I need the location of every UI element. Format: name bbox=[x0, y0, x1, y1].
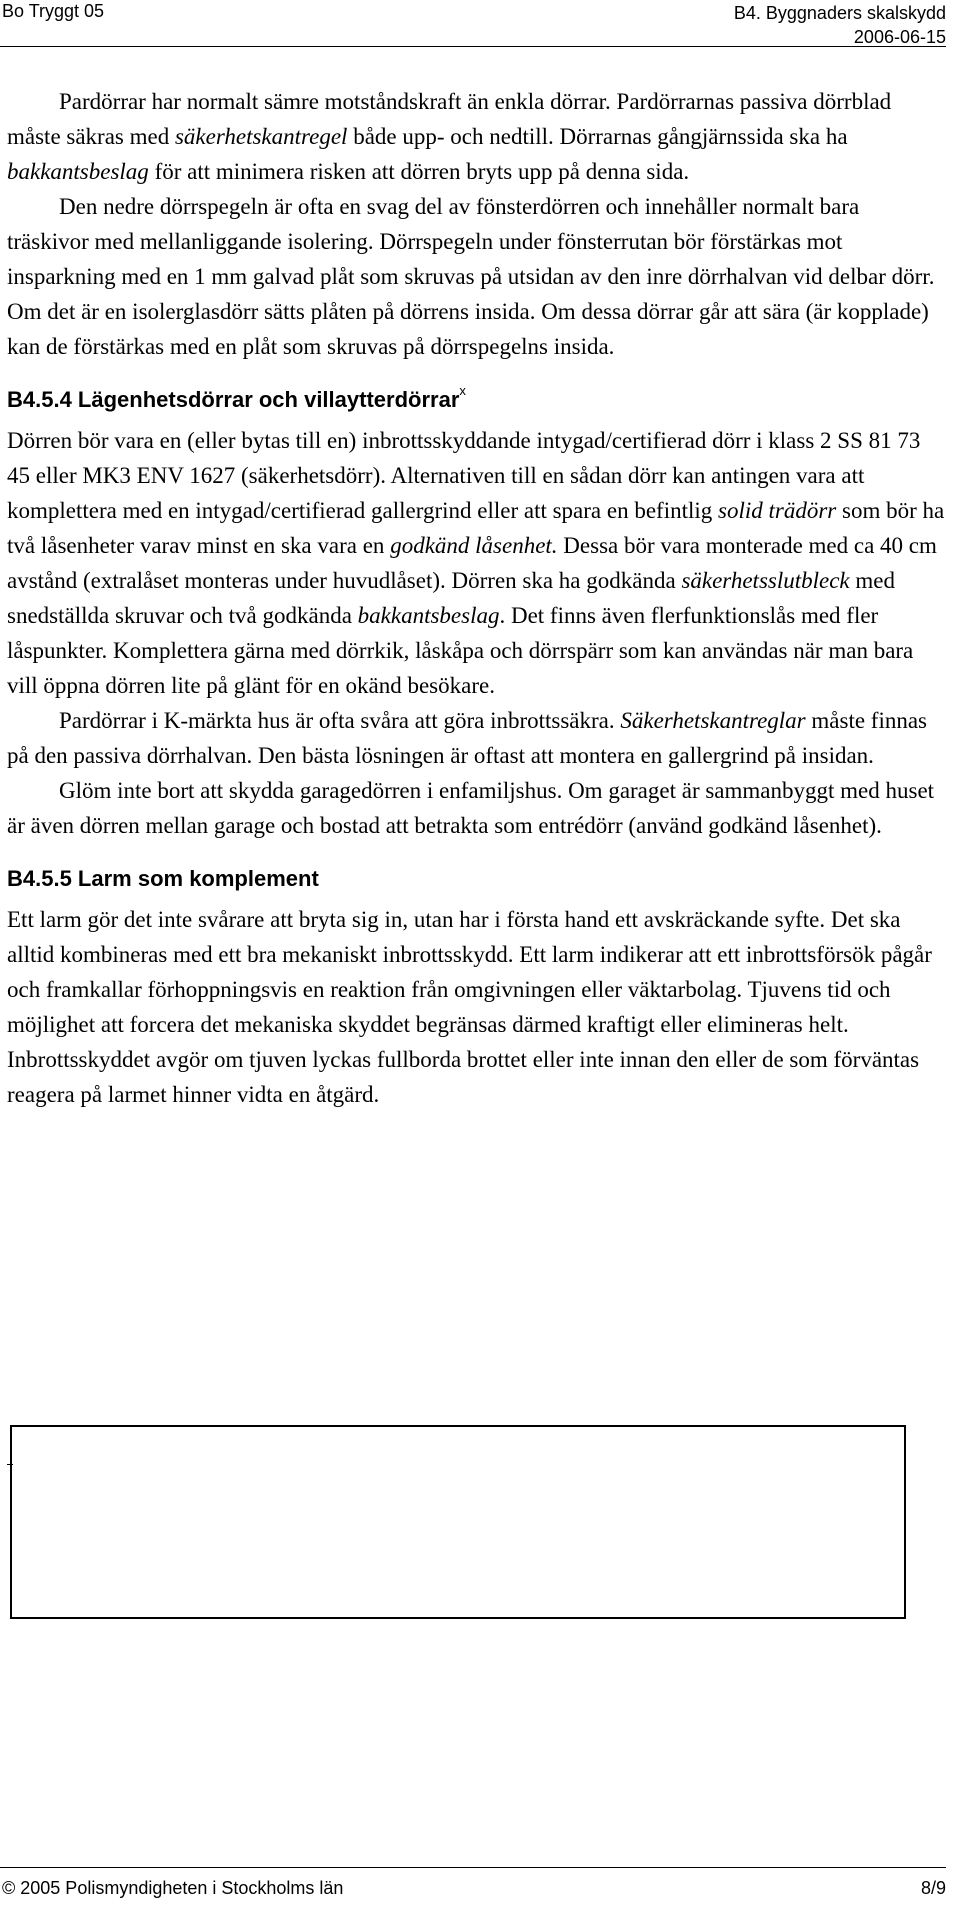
header-document-title: Bo Tryggt 05 bbox=[2, 1, 105, 21]
paragraph-dorrspegel: Den nedre dörrspegeln är ofta en svag del av fönsterdörren och innehåller normalt bara träskivor med mellanliggande isolering. Dörrspegeln under fönsterrutan bör förstärkas mot insparkning med en 1 mm galvad plåt som skruvas på utsidan av den inre dörrhalvan vid delbar dörr. Om det är en isolerglasdörr sätts plåten på dörrens insida. Om dessa dörrar går att sära (är kopplade) kan de förstärkas med en plåt som skruvas på dörrspegelns insida. bbox=[7, 194, 935, 359]
page-header bbox=[0, 0, 946, 47]
footer-page-number: 8/9 bbox=[920, 1878, 946, 1898]
paragraph-k-markta: Pardörrar i K-märkta hus är ofta svåra att göra inbrottssäkra. Säkerhetskantreglar måste finnas på den passiva dörrhalvan. Den bästa lösningen är oftast att montera en gallergrind på insidan. bbox=[7, 708, 927, 768]
paragraph-pardorrar: Pardörrar har normalt sämre motståndskraft än enkla dörrar. Pardörrarnas passiva dörrblad måste säkras med säkerhetskantregel både upp- och nedtill. Dörrarnas gångjärnssida ska ha bakkantsbeslag för att minimera risken att dörren bryts upp på denna sida. bbox=[7, 89, 892, 184]
footer-copyright: © 2005 Polismyndigheten i Stockholms län bbox=[2, 1878, 344, 1898]
paragraph-garagedorr: Glöm inte bort att skydda garagedörren i enfamiljshus. Om garaget är sammanbyggt med huset är även dörren mellan garage och bostad att betrakta som entrédörr (använd godkänd låsenhet). bbox=[7, 778, 935, 838]
empty-frame-box bbox=[10, 1425, 906, 1619]
section-heading-lagenhetsdorrar: B4.5.4 Lägenhetsdörrar och villaytterdörrar$^x$ bbox=[7, 383, 466, 412]
section-heading-larm: B4.5.5 Larm som komplement bbox=[7, 866, 319, 891]
header-section-info bbox=[734, 1, 946, 49]
paragraph-dorren: Dörren bör vara en (eller bytas till en) inbrottsskyddande intygad/certifierad dörr i klass 2 SS 81 73 45 eller MK3 ENV 1627 (säkerhetsdörr). Alternativen till en sådan dörr kan antingen vara att komplettera med en intygad/certifierad gallergrind eller att spara en befintlig solid trädörr som bör ha två låsenheter varav minst en ska vara en godkänd låsenhet. Dessa bör vara monterade med ca 40 cm avstånd (extralåset monteras under huvudlåset). Dörren ska ha godkända säkerhetsslutbleck med snedställda skruvar och två godkända bakkantsbeslag. Det finns även flerfunktionslås med fler låspunkter. Komplettera gärna med dörrkik, låskåpa och dörrspärr som kan användas när man bara vill öppna dörren lite på glänt för en okänd besökare. bbox=[7, 428, 945, 698]
header-date: 2006-06-15 bbox=[853, 27, 946, 47]
page-footer bbox=[0, 1867, 946, 1898]
header-section-title: B4. Byggnaders skalskydd bbox=[733, 3, 946, 23]
document-body bbox=[7, 84, 945, 1112]
paragraph-larm: Ett larm gör det inte svårare att bryta sig in, utan har i första hand ett avskräckande syfte. Det ska alltid kombineras med ett bra mekaniskt inbrottsskydd. Ett larm indikerar att ett inbrottsförsök pågår och framkallar förhoppningsvis en reaktion från omgivningen eller väktarbolag. Tjuvens tid och möjlighet att forcera det mekaniska skyddet begränsas därmed kraftigt eller elimineras helt. Inbrottsskyddet avgör om tjuven lyckas fullborda brottet eller inte innan den eller de som förväntas reagera på larmet hinner vidta en åtgärd. bbox=[7, 907, 932, 1107]
margin-mark bbox=[7, 1464, 13, 1465]
